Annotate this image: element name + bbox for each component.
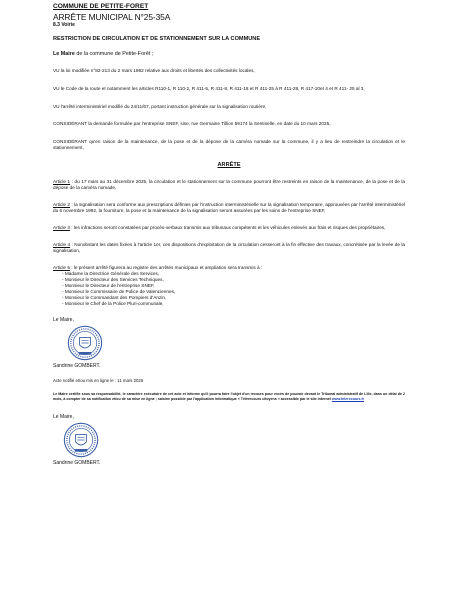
arrete-heading: ARRÊTE xyxy=(217,162,241,168)
maire-intro-rest: de la commune de Petite-Forêt ; xyxy=(74,51,154,57)
article-2 xyxy=(53,202,405,214)
recipient-item: - Monsieur le Commandant des Pompiers d'Anzin, xyxy=(62,295,167,300)
visa-1: VU la loi modifiée n°82-213 du 2 mars 1982 relative aux droits et libertés des collectivités locales, xyxy=(53,68,255,73)
article-5-label: Article 5 xyxy=(53,265,70,270)
telerecours-link[interactable]: www.telerecours.fr xyxy=(331,396,365,401)
legal-notice-text: Le Maire certifie sous sa responsabilité, le caractère exécutoire de cet acte et informe qu'il pourra faire l'objet d'un recours pour excès de pouvoir devant le Tribunal administratif de Lille, dans un délai de 2 mois, à compter de sa notification et/ou de sa mise en ligne ; saisine possible par l'application informatique « Télérecours citoyens » accessible par le site internet xyxy=(53,392,405,401)
signatory-name-2: Sandrine GOMBERT. xyxy=(53,460,101,467)
visa-3: VU l'arrêté interministériel modifié du 24/11/67, portant instruction générale sur la signalisation routière, xyxy=(53,104,267,109)
article-2-label: Article 2 xyxy=(53,202,70,207)
maire-intro-bold: Le Maire xyxy=(53,51,75,57)
considerant-2: CONSIDÉRANT qu'en raison de la maintenance, de la pose et de la dépose de la caméra nomade sur la commune, il y a lieu de restreindre la circulation et le stationnement, xyxy=(53,139,405,150)
section-label: 8.3 Voirie xyxy=(53,22,75,28)
article-1 xyxy=(53,179,405,191)
municipal-seal-icon xyxy=(67,325,103,361)
legal-notice xyxy=(53,392,405,401)
visa-2: VU le Code de la route et notamment les articles R110-1, R 110-2, R 411-5, R 411-8, R 411-18 et R 411-25 à R 411-28, R 417-10et 4 et R 411- 25 al 3, xyxy=(53,86,365,91)
article-5-text: : le présent arrêté figurera au registre des arrêtés municipaux et ampliation sera transmis à : xyxy=(69,265,263,270)
recipient-item: - Monsieur le Directeur de l'entreprise SNEF, xyxy=(62,283,155,288)
maire-intro xyxy=(53,51,405,57)
article-3-text: : les infractions seront constatées par procès-verbaux transmis aux tribunaux compétents et les véhicules enlevés aux frais et risques des propriétaires, xyxy=(69,225,386,230)
recipient-list xyxy=(53,271,405,307)
article-4-label: Article 4 xyxy=(53,242,71,247)
article-3-label: Article 3 xyxy=(53,225,70,230)
municipal-seal-icon xyxy=(63,422,99,458)
recipient-item: - Madame la Directrice Générale des Services, xyxy=(62,271,160,276)
article-1-text: : du 17 mars au 31 décembre 2025, la circulation et le stationnement sur la commune pourront être restreints en raison de la maintenance, de la pose et de la dépose de la caméra nomade, xyxy=(53,179,405,190)
commune-name: COMMUNE DE PETITE-FORET xyxy=(53,3,149,10)
online-notice: Acte notifié et/ou mis en ligne le : 11 mars 2025 xyxy=(53,378,144,383)
arrete-number: ARRÊTE MUNICIPAL N°25-35A xyxy=(53,12,171,22)
article-4-text: : Nonobstant les dates fixées à l'article 1er, ces dispositions d'exploitation de la circulation cesseront à la fin effective des travaux, concrétisée par la levée de la signalisation, xyxy=(53,242,405,253)
article-4 xyxy=(53,242,405,254)
article-3 xyxy=(53,225,405,231)
document-title: RESTRICTION DE CIRCULATION ET DE STATIONNEMENT SUR LA COMMUNE xyxy=(53,36,261,42)
recipient-item: - Monsieur le Directeur des Services Techniques, xyxy=(62,277,164,282)
recipient-item: - Monsieur le Commissaire de Police de Valenciennes, xyxy=(62,289,176,294)
article-2-text: : la signalisation sera conforme aux prescriptions définies par l'instruction interministérielle sur la signalisation temporaire, approuvées par l'arrêté interministériel du 6 novembre 1992, la fourniture, la pose et la maintenance de la signalisation seront assurées par les soins de l'entreprise SNEF, xyxy=(53,202,405,213)
article-1-label: Article 1 xyxy=(53,179,71,184)
signatory-name: Sandrine GOMBERT. xyxy=(53,363,101,369)
signature-label: Le Maire, xyxy=(53,317,74,323)
recipient-item: - Monsieur le Chef de la Police Pluri-communale, xyxy=(62,301,164,306)
arrete-document xyxy=(53,3,405,466)
considerant-1: CONSIDÉRANT la demande formulée par l'entreprise SNEF, sise, rue Germaine Tillion 59174 la Sentinelle, en date du 10 mars 2025, xyxy=(53,121,331,126)
signature-label-2: Le Maire, xyxy=(53,414,74,421)
